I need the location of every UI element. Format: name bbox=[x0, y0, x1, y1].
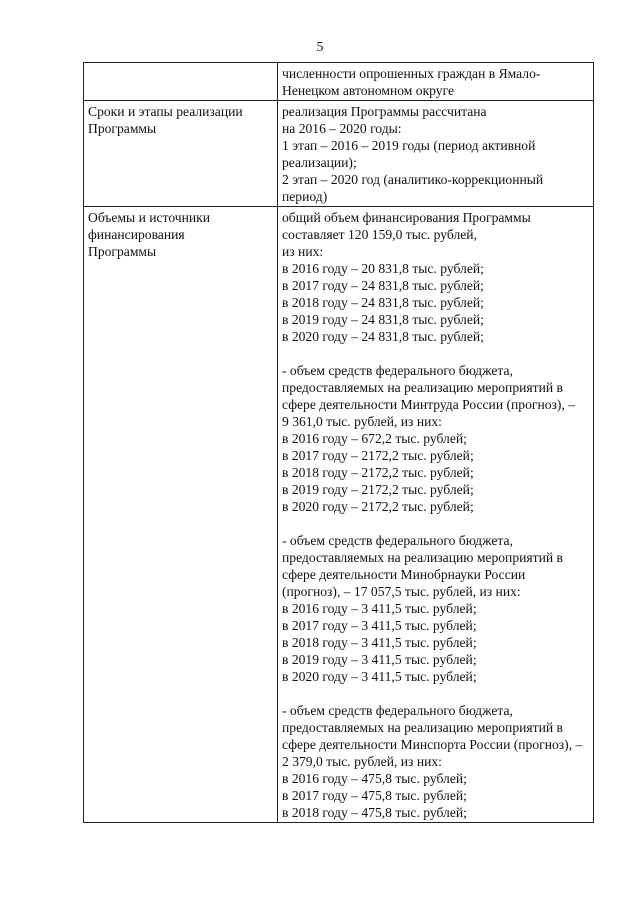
content-line: в 2017 году – 2172,2 тыс. рублей; bbox=[282, 448, 474, 463]
content-line: предоставляемых на реализацию мероприятий в bbox=[282, 380, 563, 395]
content-line: в 2018 году – 24 831,8 тыс. рублей; bbox=[282, 295, 484, 310]
content-line: из них: bbox=[282, 244, 324, 259]
content-line: в 2020 году – 3 411,5 тыс. рублей; bbox=[282, 669, 477, 684]
table-row bbox=[84, 207, 594, 823]
label-line: Программы bbox=[88, 121, 157, 136]
paragraph-gap bbox=[282, 515, 589, 532]
content-line: 2 379,0 тыс. рублей, из них: bbox=[282, 754, 442, 769]
content-line: - объем средств федерального бюджета, bbox=[282, 703, 513, 718]
content-line: в 2017 году – 24 831,8 тыс. рублей; bbox=[282, 278, 484, 293]
content-line: - объем средств федерального бюджета, bbox=[282, 363, 513, 378]
content-line: предоставляемых на реализацию мероприятий в bbox=[282, 720, 563, 735]
content-line: в 2016 году – 672,2 тыс. рублей; bbox=[282, 431, 467, 446]
content-line: в 2016 году – 475,8 тыс. рублей; bbox=[282, 771, 467, 786]
content-line: в 2019 году – 24 831,8 тыс. рублей; bbox=[282, 312, 484, 327]
content-line: реализация Программы рассчитана bbox=[282, 104, 487, 119]
label-line: Сроки и этапы реализации bbox=[88, 104, 243, 119]
paragraph-gap bbox=[282, 345, 589, 362]
content-line: (прогноз), – 17 057,5 тыс. рублей, из них: bbox=[282, 584, 521, 599]
content-line: в 2018 году – 475,8 тыс. рублей; bbox=[282, 805, 467, 820]
content-line: в 2020 году – 24 831,8 тыс. рублей; bbox=[282, 329, 484, 344]
label-line: Объемы и источники bbox=[88, 210, 211, 225]
content-line: сфере деятельности Минтруда России (прогноз), – bbox=[282, 397, 576, 412]
content-line: 1 этап – 2016 – 2019 годы (период активной bbox=[282, 138, 536, 153]
content-line: составляет 120 159,0 тыс. рублей, bbox=[282, 227, 477, 242]
content-line: сфере деятельности Минобрнауки России bbox=[282, 567, 526, 582]
content-line: в 2017 году – 3 411,5 тыс. рублей; bbox=[282, 618, 477, 633]
paragraph-gap bbox=[282, 685, 589, 702]
content-line: 9 361,0 тыс. рублей, из них: bbox=[282, 414, 442, 429]
row-content-cell bbox=[278, 101, 594, 207]
content-line: на 2016 – 2020 годы: bbox=[282, 121, 402, 136]
table-row bbox=[84, 63, 594, 101]
label-line: Программы bbox=[88, 244, 157, 259]
table-body bbox=[84, 63, 594, 823]
table-row bbox=[84, 101, 594, 207]
content-line: - объем средств федерального бюджета, bbox=[282, 533, 513, 548]
row-label-cell bbox=[84, 63, 278, 101]
content-line: период) bbox=[282, 189, 328, 204]
page-number: 5 bbox=[316, 40, 324, 55]
content-line: в 2020 году – 2172,2 тыс. рублей; bbox=[282, 499, 474, 514]
program-passport-table bbox=[83, 62, 594, 823]
content-line: общий объем финансирования Программы bbox=[282, 210, 531, 225]
row-content-cell bbox=[278, 207, 594, 823]
content-line: предоставляемых на реализацию мероприятий в bbox=[282, 550, 563, 565]
content-line: в 2018 году – 3 411,5 тыс. рублей; bbox=[282, 635, 477, 650]
label-line: финансирования bbox=[88, 227, 185, 242]
content-line: Ненецком автономном округе bbox=[282, 83, 455, 98]
content-line: в 2018 году – 2172,2 тыс. рублей; bbox=[282, 465, 474, 480]
content-line: реализации); bbox=[282, 155, 357, 170]
content-line: в 2016 году – 20 831,8 тыс. рублей; bbox=[282, 261, 484, 276]
content-line: в 2019 году – 3 411,5 тыс. рублей; bbox=[282, 652, 477, 667]
content-line: в 2016 году – 3 411,5 тыс. рублей; bbox=[282, 601, 477, 616]
content-line: в 2019 году – 2172,2 тыс. рублей; bbox=[282, 482, 474, 497]
row-label-cell bbox=[84, 101, 278, 207]
row-content-cell bbox=[278, 63, 594, 101]
row-label-cell bbox=[84, 207, 278, 823]
content-line: 2 этап – 2020 год (аналитико-коррекционный bbox=[282, 172, 544, 187]
content-line: в 2017 году – 475,8 тыс. рублей; bbox=[282, 788, 467, 803]
content-line: численности опрошенных граждан в Ямало- bbox=[282, 66, 541, 81]
content-line: сфере деятельности Минспорта России (прогноз), – bbox=[282, 737, 583, 752]
